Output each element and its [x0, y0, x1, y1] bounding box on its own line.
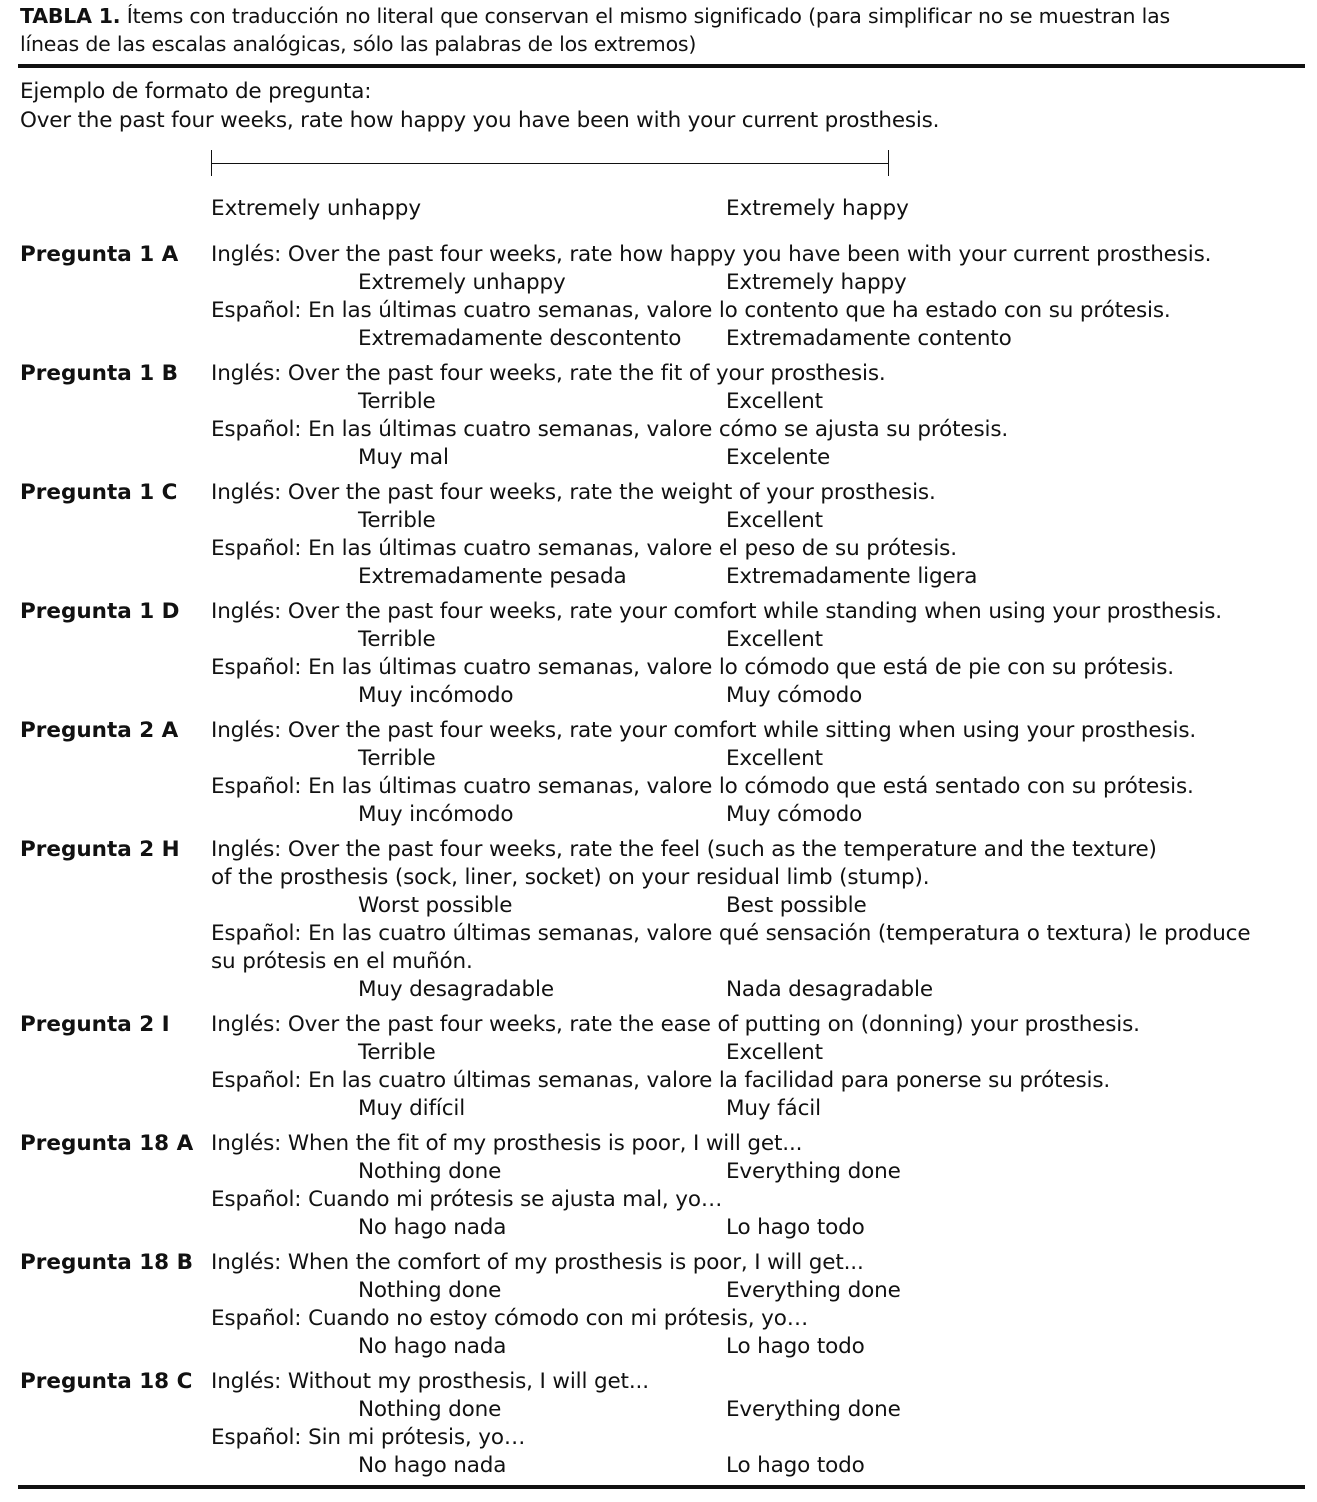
english-anchors — [211, 1158, 1317, 1186]
question-item — [0, 836, 1317, 1004]
english-right-anchor: Excellent — [726, 1040, 823, 1065]
english-anchors — [211, 626, 1317, 654]
spanish-text: Español: Sin mi prótesis, yo… — [211, 1425, 526, 1450]
scale-line — [211, 163, 889, 164]
question-title: Pregunta 18 C — [20, 1369, 193, 1394]
spanish-right-anchor: Lo hago todo — [726, 1215, 865, 1240]
english-left-anchor: Terrible — [358, 1040, 436, 1065]
english-right-anchor: Excellent — [726, 627, 823, 652]
question-item — [0, 1011, 1317, 1123]
spanish-left-anchor: Muy incómodo — [358, 683, 514, 708]
spanish-text: Español: En las cuatro últimas semanas, valore qué sensación (temperatura o textura) le produce — [211, 921, 1251, 946]
spanish-text: Español: En las últimas cuatro semanas, valore lo contento que ha estado con su prótesis. — [211, 298, 1171, 323]
spanish-left-anchor: No hago nada — [358, 1215, 507, 1240]
spanish-anchors — [211, 682, 1317, 710]
spanish-text: Español: En las últimas cuatro semanas, valore el peso de su prótesis. — [211, 536, 957, 561]
questions-list — [0, 241, 1317, 1480]
spanish-text: Español: Cuando no estoy cómodo con mi prótesis, yo… — [211, 1306, 809, 1331]
english-anchors — [211, 388, 1317, 416]
table-caption-label: TABLA 1. — [20, 4, 121, 28]
spanish-anchors — [211, 1095, 1317, 1123]
spanish-anchors — [211, 563, 1317, 591]
spanish-left-anchor: Extremadamente descontento — [358, 326, 682, 351]
question-body — [211, 1368, 1317, 1480]
spanish-right-anchor: Excelente — [726, 445, 831, 470]
question-title: Pregunta 2 A — [20, 718, 179, 743]
question-item — [0, 479, 1317, 591]
english-text: Inglés: Over the past four weeks, rate the weight of your prosthesis. — [211, 480, 936, 505]
spanish-left-anchor: No hago nada — [358, 1453, 507, 1478]
question-body — [211, 717, 1317, 829]
question-title: Pregunta 18 B — [20, 1250, 194, 1275]
example-question: Over the past four weeks, rate how happy you have been with your current prosthesis. — [20, 108, 940, 133]
spanish-right-anchor: Extremadamente ligera — [726, 564, 978, 589]
question-item — [0, 360, 1317, 472]
english-left-anchor: Terrible — [358, 627, 436, 652]
question-title: Pregunta 2 H — [20, 837, 180, 862]
spanish-right-anchor: Muy cómodo — [726, 683, 863, 708]
question-body — [211, 241, 1317, 353]
spanish-anchors — [211, 1333, 1317, 1361]
question-item — [0, 1249, 1317, 1361]
top-rule — [18, 64, 1305, 68]
analog-scale-line — [211, 150, 889, 176]
question-title: Pregunta 1 D — [20, 599, 180, 624]
question-body — [211, 1011, 1317, 1123]
english-left-anchor: Terrible — [358, 746, 436, 771]
spanish-anchors — [211, 444, 1317, 472]
spanish-left-anchor: Extremadamente pesada — [358, 564, 627, 589]
english-text: Inglés: Over the past four weeks, rate the fit of your prosthesis. — [211, 361, 886, 386]
english-right-anchor: Everything done — [726, 1278, 901, 1303]
question-title: Pregunta 18 A — [20, 1131, 194, 1156]
english-right-anchor: Excellent — [726, 746, 823, 771]
spanish-left-anchor: Muy incómodo — [358, 802, 514, 827]
spanish-anchors — [211, 325, 1317, 353]
spanish-right-anchor: Extremadamente contento — [726, 326, 1012, 351]
english-text: Inglés: When the fit of my prosthesis is poor, I will get... — [211, 1131, 803, 1156]
english-left-anchor: Nothing done — [358, 1397, 502, 1422]
spanish-text: Español: En las últimas cuatro semanas, valore lo cómodo que está sentado con su prótesis. — [211, 774, 1194, 799]
question-body — [211, 1249, 1317, 1361]
english-text: Inglés: Over the past four weeks, rate how happy you have been with your current prosthesis. — [211, 242, 1212, 267]
example-intro-label: Ejemplo de formato de pregunta: — [20, 79, 372, 104]
english-anchors — [211, 745, 1317, 773]
question-body — [211, 1130, 1317, 1242]
spanish-text: su prótesis en el muñón. — [211, 949, 473, 974]
question-item — [0, 717, 1317, 829]
spanish-anchors — [211, 1214, 1317, 1242]
english-left-anchor: Nothing done — [358, 1159, 502, 1184]
english-left-anchor: Worst possible — [358, 893, 513, 918]
question-title: Pregunta 1 A — [20, 242, 179, 267]
question-body — [211, 836, 1317, 1004]
spanish-anchors — [211, 801, 1317, 829]
english-right-anchor: Extremely happy — [726, 270, 907, 295]
spanish-right-anchor: Nada desagradable — [726, 977, 933, 1002]
spanish-right-anchor: Lo hago todo — [726, 1453, 865, 1478]
spanish-text: Español: En las últimas cuatro semanas, valore cómo se ajusta su prótesis. — [211, 417, 1009, 442]
english-left-anchor: Nothing done — [358, 1278, 502, 1303]
spanish-text: Español: En las cuatro últimas semanas, valore la facilidad para ponerse su prótesis. — [211, 1068, 1111, 1093]
scale-right-tick — [888, 150, 889, 176]
question-body — [211, 360, 1317, 472]
english-text: Inglés: Over the past four weeks, rate your comfort while standing when using your prosthesis. — [211, 599, 1222, 624]
english-right-anchor: Best possible — [726, 893, 867, 918]
spanish-anchors — [211, 976, 1317, 1004]
question-item — [0, 1130, 1317, 1242]
english-text: Inglés: Without my prosthesis, I will get... — [211, 1369, 649, 1394]
spanish-right-anchor: Muy fácil — [726, 1096, 821, 1121]
question-item — [0, 598, 1317, 710]
example-block — [20, 77, 939, 135]
table-caption-text: Ítems con traducción no literal que conservan el mismo significado (para simplificar no se muestran las líneas de las escalas analógicas, sólo las palabras de los extremos) — [20, 4, 1171, 56]
spanish-left-anchor: Muy mal — [358, 445, 449, 470]
spanish-left-anchor: Muy desagradable — [358, 977, 554, 1002]
english-text: of the prosthesis (sock, liner, socket) on your residual limb (stump). — [211, 865, 930, 890]
question-title: Pregunta 1 C — [20, 480, 178, 505]
spanish-right-anchor: Muy cómodo — [726, 802, 863, 827]
example-right-anchor: Extremely happy — [726, 196, 909, 221]
english-anchors — [211, 1396, 1317, 1424]
spanish-right-anchor: Lo hago todo — [726, 1334, 865, 1359]
english-text: Inglés: Over the past four weeks, rate the feel (such as the temperature and the texture) — [211, 837, 1157, 862]
english-anchors — [211, 507, 1317, 535]
english-anchors — [211, 1277, 1317, 1305]
english-text: Inglés: When the comfort of my prosthesis is poor, I will get... — [211, 1250, 864, 1275]
english-anchors — [211, 892, 1317, 920]
english-anchors — [211, 1039, 1317, 1067]
english-anchors — [211, 269, 1317, 297]
question-body — [211, 479, 1317, 591]
question-title: Pregunta 2 I — [20, 1012, 170, 1037]
english-text: Inglés: Over the past four weeks, rate the ease of putting on (donning) your prosthesis. — [211, 1012, 1140, 1037]
table-caption — [20, 2, 1210, 58]
english-left-anchor: Terrible — [358, 389, 436, 414]
english-right-anchor: Everything done — [726, 1397, 901, 1422]
spanish-left-anchor: No hago nada — [358, 1334, 507, 1359]
question-item — [0, 1368, 1317, 1480]
english-right-anchor: Everything done — [726, 1159, 901, 1184]
spanish-text: Español: Cuando mi prótesis se ajusta mal, yo… — [211, 1187, 723, 1212]
question-title: Pregunta 1 B — [20, 361, 179, 386]
question-body — [211, 598, 1317, 710]
english-text: Inglés: Over the past four weeks, rate your comfort while sitting when using your prosthesis. — [211, 718, 1197, 743]
spanish-anchors — [211, 1452, 1317, 1480]
english-left-anchor: Extremely unhappy — [358, 270, 566, 295]
bottom-rule — [18, 1485, 1305, 1489]
english-left-anchor: Terrible — [358, 508, 436, 533]
spanish-left-anchor: Muy difícil — [358, 1096, 466, 1121]
spanish-text: Español: En las últimas cuatro semanas, valore lo cómodo que está de pie con su prótesis. — [211, 655, 1174, 680]
english-right-anchor: Excellent — [726, 389, 823, 414]
english-right-anchor: Excellent — [726, 508, 823, 533]
example-left-anchor: Extremely unhappy — [211, 196, 422, 221]
question-item — [0, 241, 1317, 353]
